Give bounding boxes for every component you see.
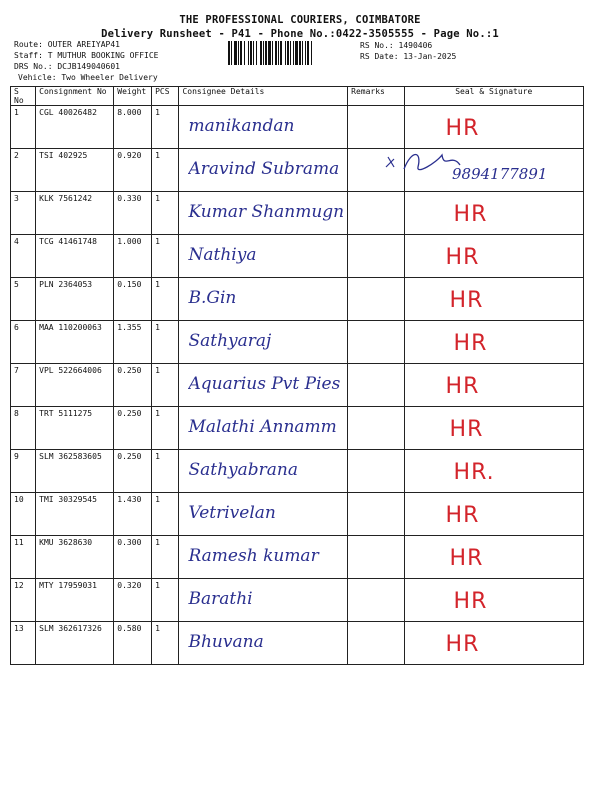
cell-pcs: 1 — [152, 579, 179, 622]
company-title: THE PROFESSIONAL COURIERS, COIMBATORE — [179, 14, 421, 26]
seal-mark: HR — [449, 417, 484, 442]
cell-sno: 11 — [11, 536, 36, 579]
col-pcs: PCS — [152, 87, 179, 106]
consignee-handwriting: Barathi — [188, 589, 253, 609]
cell-pcs: 1 — [152, 106, 179, 149]
cell-pcs: 1 — [152, 278, 179, 321]
cell-remarks — [348, 364, 404, 407]
cell-weight: 0.250 — [114, 450, 152, 493]
cell-consignment-no: KLK 7561242 — [36, 192, 114, 235]
cell-weight: 0.580 — [114, 622, 152, 665]
cell-weight: 1.355 — [114, 321, 152, 364]
cell-consignee — [179, 235, 348, 278]
table-row — [11, 364, 584, 407]
cell-consignment-no: PLN 2364053 — [36, 278, 114, 321]
cell-sno: 1 — [11, 106, 36, 149]
cell-sno: 8 — [11, 407, 36, 450]
cell-remarks — [348, 321, 404, 364]
cell-consignment-no: KMU 3628630 — [36, 536, 114, 579]
cell-weight: 0.250 — [114, 407, 152, 450]
cell-sno: 7 — [11, 364, 36, 407]
consignee-handwriting: B.Gin — [188, 288, 237, 308]
cell-consignment-no: VPL 522664006 — [36, 364, 114, 407]
col-remarks: Remarks — [348, 87, 404, 106]
cell-consignment-no: SLM 362583605 — [36, 450, 114, 493]
cell-consignee — [179, 278, 348, 321]
cell-seal-signature — [404, 364, 583, 407]
rs-number: RS No.: 1490406 — [360, 41, 433, 50]
cell-pcs: 1 — [152, 493, 179, 536]
seal-mark: HR. — [453, 460, 495, 485]
staff-text: Staff: T MUTHUR BOOKING OFFICE — [14, 51, 159, 60]
table-row — [11, 450, 584, 493]
cell-pcs: 1 — [152, 407, 179, 450]
cell-consignment-no: SLM 362617326 — [36, 622, 114, 665]
cell-remarks — [348, 192, 404, 235]
cell-consignee — [179, 450, 348, 493]
cell-remarks — [348, 622, 404, 665]
consignee-handwriting: Ramesh kumar — [188, 546, 319, 566]
cell-remarks — [348, 278, 404, 321]
cell-sno: 12 — [11, 579, 36, 622]
consignee-handwriting: Sathyabrana — [188, 460, 299, 480]
cell-sno: 3 — [11, 192, 36, 235]
col-consignee: Consignee Details — [179, 87, 348, 106]
cell-pcs: 1 — [152, 536, 179, 579]
table-row — [11, 579, 584, 622]
cell-weight: 0.330 — [114, 192, 152, 235]
cell-pcs: 1 — [152, 450, 179, 493]
cell-remarks — [348, 579, 404, 622]
seal-mark: HR — [445, 503, 480, 528]
cell-consignee — [179, 149, 348, 192]
cell-sno: 10 — [11, 493, 36, 536]
cell-weight: 0.150 — [114, 278, 152, 321]
cell-consignment-no: TMI 30329545 — [36, 493, 114, 536]
seal-mark: HR — [453, 589, 488, 614]
col-weight: Weight — [114, 87, 152, 106]
cell-consignee — [179, 579, 348, 622]
cell-seal-signature — [404, 407, 583, 450]
consignee-handwriting: Kumar Shanmugn — [188, 202, 345, 222]
cell-remarks — [348, 106, 404, 149]
table-row — [11, 407, 584, 450]
seal-mark: HR — [445, 632, 480, 657]
barcode-image — [228, 41, 346, 65]
cell-pcs: 1 — [152, 364, 179, 407]
consignee-handwriting: Aquarius Pvt Pies — [188, 374, 341, 394]
consignee-handwriting: Sathyaraj — [188, 331, 272, 351]
cell-weight: 0.920 — [114, 149, 152, 192]
consignee-handwriting: Vetrivelan — [188, 503, 276, 523]
signature-phone-number: 9894177891 — [452, 165, 548, 183]
runsheet-title: Delivery Runsheet - P41 - Phone No.:0422-3505555 - Page No.:1 — [101, 28, 499, 40]
table-row — [11, 192, 584, 235]
consignee-handwriting: Nathiya — [188, 245, 257, 265]
cell-pcs: 1 — [152, 149, 179, 192]
cell-remarks — [348, 493, 404, 536]
cell-consignment-no: TSI 402925 — [36, 149, 114, 192]
cell-seal-signature — [404, 321, 583, 364]
seal-mark: HR — [445, 116, 480, 141]
table-row — [11, 536, 584, 579]
col-seal: Seal & Signature — [404, 87, 583, 106]
cell-consignee — [179, 622, 348, 665]
cell-consignment-no: TCG 41461748 — [36, 235, 114, 278]
cell-seal-signature — [404, 579, 583, 622]
cell-pcs: 1 — [152, 321, 179, 364]
rs-date: RS Date: 13-Jan-2025 — [360, 52, 457, 61]
cell-pcs: 1 — [152, 192, 179, 235]
seal-mark: HR — [449, 546, 484, 571]
cell-sno: 4 — [11, 235, 36, 278]
cell-consignment-no: CGL 40026482 — [36, 106, 114, 149]
table-row — [11, 235, 584, 278]
table-row — [11, 106, 584, 149]
cell-weight: 0.250 — [114, 364, 152, 407]
cell-weight: 1.000 — [114, 235, 152, 278]
cell-consignee — [179, 407, 348, 450]
seal-mark: HR — [453, 202, 488, 227]
table-row — [11, 278, 584, 321]
cell-consignee — [179, 536, 348, 579]
route-text: Route: OUTER AREIYAP41 — [14, 40, 120, 49]
cell-consignee — [179, 321, 348, 364]
drs-number: DRS No.: DCJB149040601 — [14, 62, 120, 71]
cell-consignee — [179, 493, 348, 536]
cell-seal-signature — [404, 278, 583, 321]
cell-consignment-no: TRT 5111275 — [36, 407, 114, 450]
consignee-handwriting: Bhuvana — [188, 632, 264, 652]
seal-mark: HR — [445, 374, 480, 399]
col-sno: S No — [11, 87, 36, 106]
cell-weight: 0.320 — [114, 579, 152, 622]
cell-consignee — [179, 192, 348, 235]
table-row — [11, 622, 584, 665]
vehicle-text: Vehicle: Two Wheeler Delivery — [18, 73, 158, 82]
cell-consignment-no: MAA 110200063 — [36, 321, 114, 364]
cell-sno: 2 — [11, 149, 36, 192]
cell-remarks — [348, 536, 404, 579]
table-header-row — [11, 87, 584, 106]
cell-weight: 0.300 — [114, 536, 152, 579]
cell-remarks — [348, 450, 404, 493]
consignee-handwriting: Aravind Subrama — [188, 159, 340, 179]
cell-sno: 5 — [11, 278, 36, 321]
cell-sno: 6 — [11, 321, 36, 364]
col-consignment: Consignment No — [36, 87, 114, 106]
cell-sno: 13 — [11, 622, 36, 665]
seal-mark: HR — [445, 245, 480, 270]
seal-mark: HR — [453, 331, 488, 356]
cell-consignee — [179, 364, 348, 407]
cell-consignee — [179, 106, 348, 149]
seal-mark: HR — [449, 288, 484, 313]
consignee-handwriting: Malathi Annamm — [188, 417, 337, 437]
cell-seal-signature — [404, 192, 583, 235]
cell-remarks — [348, 235, 404, 278]
cell-weight: 1.430 — [114, 493, 152, 536]
cell-seal-signature — [404, 235, 583, 278]
handwritten-signature-row2 — [382, 145, 582, 185]
cell-seal-signature — [404, 622, 583, 665]
cell-sno: 9 — [11, 450, 36, 493]
table-row — [11, 321, 584, 364]
cell-seal-signature — [404, 536, 583, 579]
cell-consignment-no: MTY 17959031 — [36, 579, 114, 622]
cell-pcs: 1 — [152, 235, 179, 278]
cell-seal-signature — [404, 106, 583, 149]
table-row — [11, 493, 584, 536]
cell-remarks — [348, 407, 404, 450]
cell-weight: 8.000 — [114, 106, 152, 149]
cell-pcs: 1 — [152, 622, 179, 665]
cell-seal-signature — [404, 450, 583, 493]
consignee-handwriting: manikandan — [188, 116, 295, 136]
cell-seal-signature — [404, 493, 583, 536]
